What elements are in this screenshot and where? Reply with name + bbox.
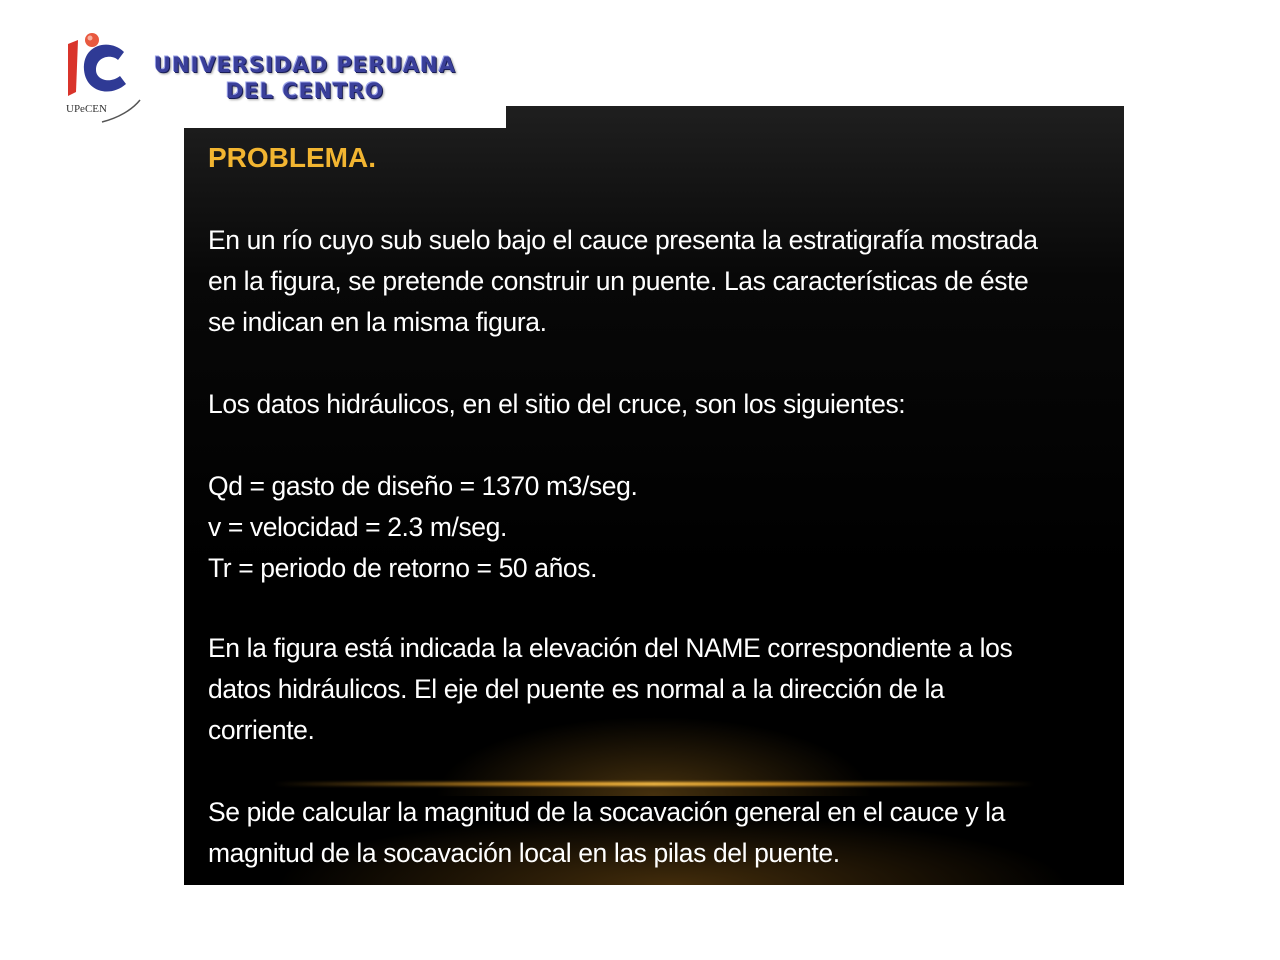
university-logo [62, 30, 144, 126]
university-name-line2: DEL CENTRO [225, 79, 385, 103]
decorative-divider [274, 782, 1034, 786]
paragraph-problem-statement: En un río cuyo sub suelo bajo el cauce presenta la estratigrafía mostrada en la figura, se pretende construir un puente. Las características de éste se indican en la misma figura. [208, 225, 1038, 337]
paragraph-figure-note: En la figura está indicada la elevación del NAME correspondiente a los datos hidráulicos. El eje del puente es normal a la dirección de la corriente. [208, 633, 1013, 745]
slide-title: PROBLEMA. [208, 142, 376, 173]
panel-notch [184, 106, 506, 128]
university-name-line1: UNIVERSIDAD PERUANA [154, 53, 456, 77]
paragraph-request: Se pide calcular la magnitud de la socavación general en el cauce y la magnitud de la socavación local en las pilas del puente. [208, 797, 1005, 868]
logo-caption: UPeCEN [66, 103, 107, 115]
paragraph-hydraulic-data: Qd = gasto de diseño = 1370 m3/seg. v = velocidad = 2.3 m/seg. Tr = periodo de retorno = 50 años. [208, 471, 638, 583]
slide-panel [184, 106, 1124, 885]
paragraph-data-intro: Los datos hidráulicos, en el sitio del cruce, son los siguientes: [208, 389, 906, 419]
university-name [150, 52, 460, 104]
